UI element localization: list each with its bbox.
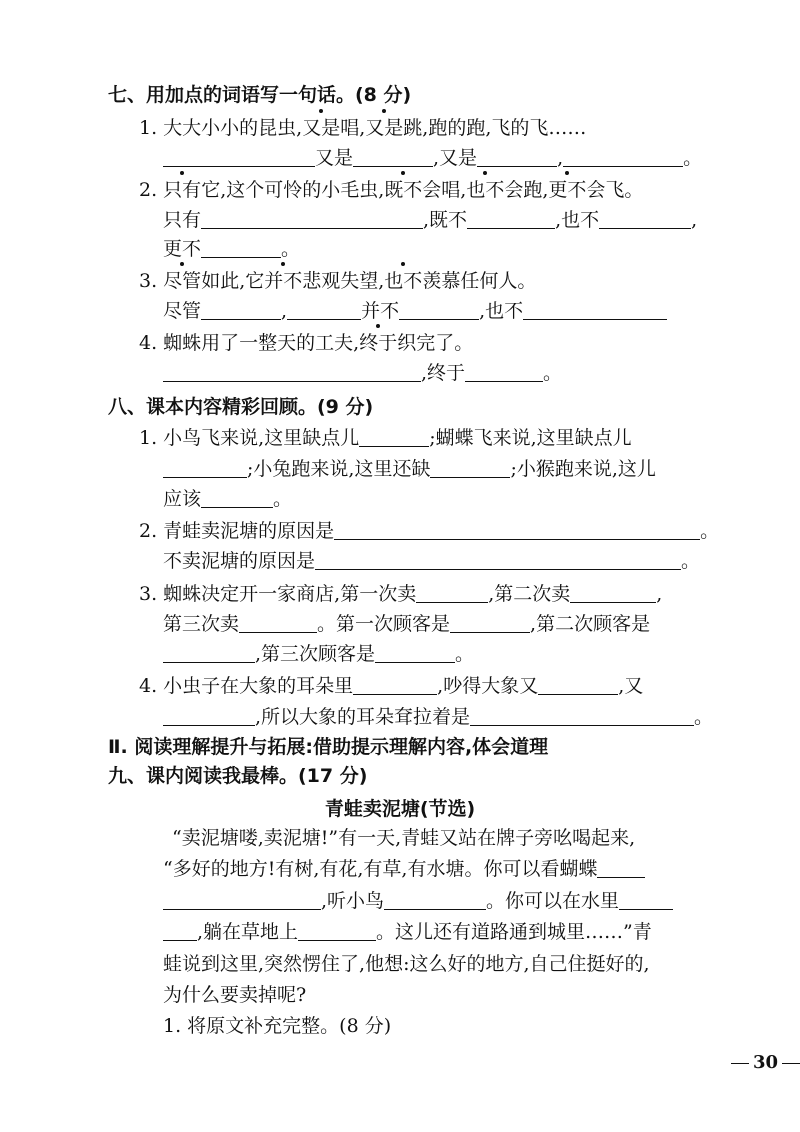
passage-title: 青蛙卖泥塘(节选) [324, 798, 476, 820]
sec7-q4-answer: ,终于 。 [163, 360, 562, 386]
sec7-q2-answer-line1: 只有 ,既不 ,也不 , [163, 209, 698, 231]
answer-blank[interactable] [163, 146, 315, 167]
sec8-q1-line2: ;小兔跑来说,这里还缺 ;小猴跑来说,这儿 [163, 456, 656, 482]
sec8-q4-line2: ,所以大象的耳朵耷拉着是 。 [163, 704, 713, 730]
answer-blank[interactable] [287, 299, 361, 320]
dotted-word: 只有 [163, 179, 202, 201]
answer-blank[interactable] [599, 208, 691, 229]
answer-blank[interactable] [334, 519, 700, 540]
dotted-word: 也不 [384, 270, 423, 292]
answer-blank[interactable] [353, 146, 433, 167]
answer-blank[interactable] [597, 857, 645, 878]
answer-blank[interactable] [163, 642, 255, 663]
answer-blank[interactable] [538, 674, 618, 695]
answer-blank[interactable] [163, 889, 321, 910]
sec7-q4-prompt: 4. 蜘蛛用了一整天的工夫,终于织完了。 [139, 332, 474, 354]
sec8-q3-line3: ,第三次顾客是 。 [163, 641, 474, 667]
passage-line-4: ,躺在草地上 。这儿还有道路通到城里……”青 [163, 919, 652, 945]
answer-blank[interactable] [201, 487, 273, 508]
passage-line-3: ,听小鸟 。你可以在水里 [163, 888, 673, 914]
sec7-q1-answer: 又是 ,又是 , 。 [163, 145, 702, 171]
answer-blank[interactable] [163, 705, 255, 726]
answer-blank[interactable] [239, 612, 317, 633]
answer-blank[interactable] [570, 582, 656, 603]
answer-blank[interactable] [359, 426, 429, 447]
section-9-title: 九、课内阅读我最棒。(17 分) [108, 765, 368, 787]
answer-blank[interactable] [450, 612, 530, 633]
answer-blank[interactable] [416, 582, 488, 603]
sec8-q1-line3: 应该 。 [163, 488, 293, 510]
dotted-word: 更不 [548, 179, 587, 201]
dotted-word: 也不 [466, 179, 505, 201]
sec7-q2-prompt: 2. 只有它,这个可怜的小毛虫,既不会唱,也不会跑,更不会飞。 [139, 179, 644, 201]
dotted-word: 尽管 [163, 270, 202, 292]
answer-blank[interactable] [523, 299, 667, 320]
passage-line-2: “多好的地方!有树,有花,有草,有水塘。你可以看蝴蝶 [163, 856, 645, 882]
dotted-word: 并不 [264, 270, 303, 292]
sec7-q3-answer: 尽管 , 并不 ,也不 [163, 298, 667, 324]
section-7-title: 七、用加点的词语写一句话。(8 分) [108, 84, 412, 106]
answer-blank[interactable] [298, 920, 376, 941]
sec7-q1-prompt: 1. 大大小小的昆虫,又是唱,又是跳,跑的跑,飞的飞…… [139, 117, 587, 139]
dash-left [731, 1063, 749, 1064]
answer-blank[interactable] [563, 146, 683, 167]
sec8-q2-line2: 不卖泥塘的原因是 。 [163, 550, 701, 572]
passage-line-1: “卖泥塘喽,卖泥塘!”有一天,青蛙又站在牌子旁吆喝起来, [172, 827, 636, 849]
answer-blank[interactable] [477, 146, 557, 167]
page-number: 30 [727, 1052, 800, 1073]
sec7-q2-answer-line2: 更不 。 [163, 238, 301, 260]
answer-blank[interactable] [201, 237, 281, 258]
sec7-q3-prompt: 3. 尽管如此,它并不悲观失望,也不羡慕任何人。 [139, 270, 537, 292]
sec8-q1-line1: 1. 小鸟飞来说,这里缺点儿 ;蝴蝶飞来说,这里缺点儿 [139, 427, 632, 449]
answer-blank[interactable] [201, 299, 281, 320]
passage-line-5: 蛙说到这里,突然愣住了,他想:这么好的地方,自己住挺好的, [163, 953, 650, 975]
answer-blank[interactable] [467, 208, 555, 229]
dash-right [782, 1063, 800, 1064]
answer-blank[interactable] [201, 208, 423, 229]
dotted-word: 既不 [384, 179, 423, 201]
section-8-title: 八、课本内容精彩回顾。(9 分) [108, 396, 374, 418]
dotted-word: 又是 [302, 117, 341, 139]
answer-blank[interactable] [163, 361, 421, 382]
answer-blank[interactable] [465, 361, 543, 382]
answer-blank[interactable] [375, 642, 455, 663]
dotted-word: 又是 [365, 117, 404, 139]
sec8-q3-line1: 3. 蜘蛛决定开一家商店,第一次卖 ,第二次卖 , [139, 583, 663, 605]
answer-blank[interactable] [430, 457, 510, 478]
part-2-title: Ⅱ. 阅读理解提升与拓展:借助提示理解内容,体会道理 [108, 736, 549, 758]
answer-blank[interactable] [163, 920, 197, 941]
answer-blank[interactable] [470, 705, 694, 726]
dotted-word: 终于 [359, 332, 398, 354]
passage-line-6: 为什么要卖掉呢? [163, 984, 307, 1006]
sec9-q1: 1. 将原文补充完整。(8 分) [163, 1015, 392, 1037]
sec8-q2-line1: 2. 青蛙卖泥塘的原因是 。 [139, 520, 720, 542]
answer-blank[interactable] [315, 549, 681, 570]
answer-blank[interactable] [163, 457, 247, 478]
answer-blank[interactable] [384, 889, 486, 910]
sec8-q3-line2: 第三次卖 。第一次顾客是 ,第二次顾客是 [163, 613, 651, 635]
answer-blank[interactable] [353, 674, 437, 695]
sec8-q4-line1: 4. 小虫子在大象的耳朵里 ,吵得大象又 ,又 [139, 675, 644, 697]
answer-blank[interactable] [619, 889, 673, 910]
answer-blank[interactable] [399, 299, 479, 320]
